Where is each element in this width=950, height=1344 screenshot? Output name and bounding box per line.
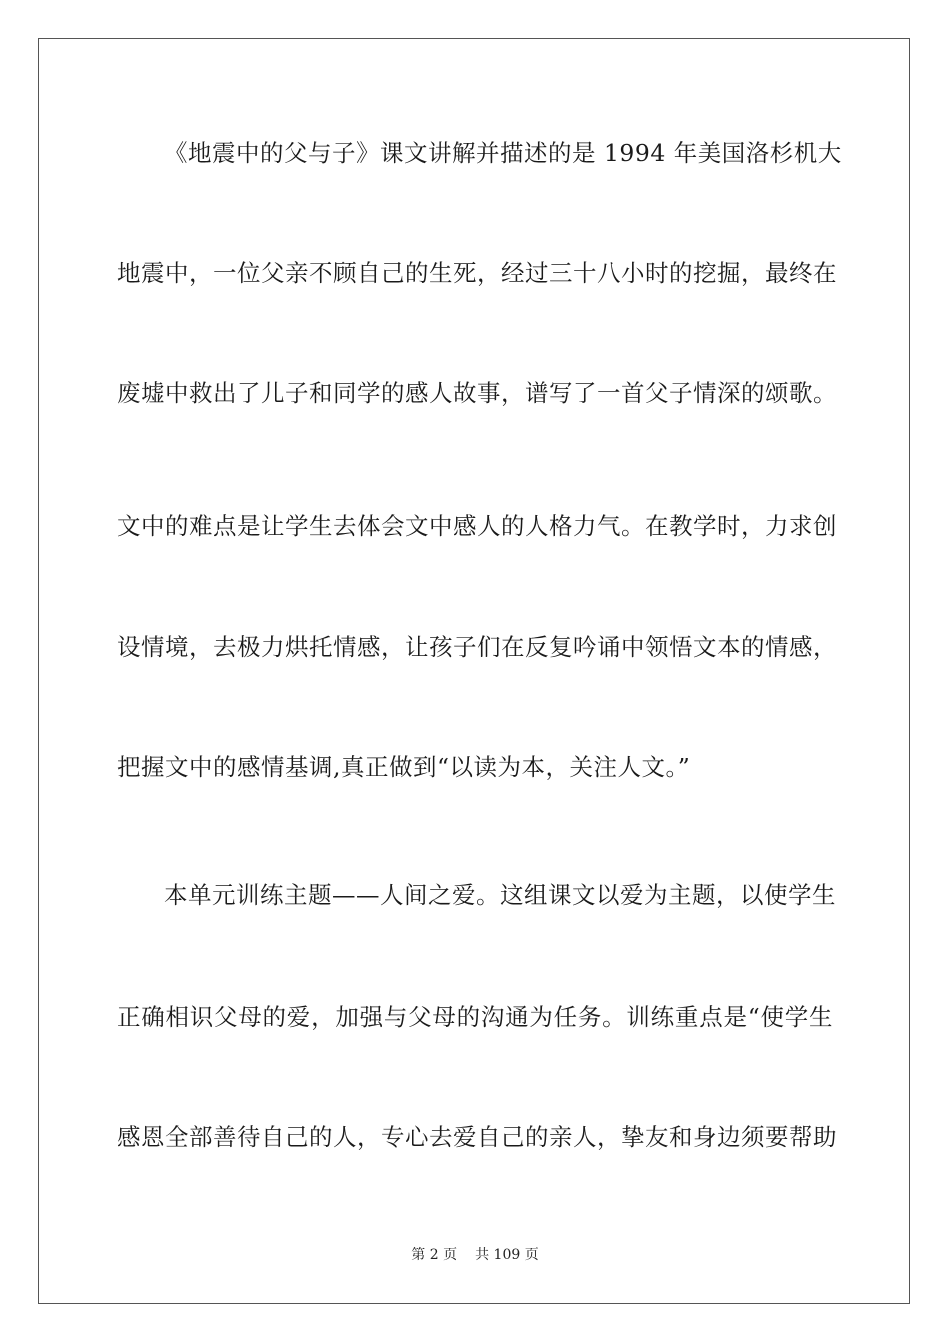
paragraph-1-line-4: 文中的难点是让学生去体会文中感人的人格力气。在教学时，力求创 (117, 512, 837, 540)
page-total: 共 109 页 (475, 1247, 539, 1263)
paragraph-2-line-3: 感恩全部善待自己的人，专心去爱自己的亲人，挚友和身边须要帮助 (117, 1123, 837, 1151)
paragraph-1-line-2: 地震中，一位父亲不顾自己的生死，经过三十八小时的挖掘，最终在 (117, 259, 837, 287)
page-border (38, 38, 910, 1304)
paragraph-1-line-1: 《地震中的父与子》课文讲解并描述的是 1994 年美国洛杉机大 (164, 139, 842, 167)
paragraph-1-line-6: 把握文中的感情基调,真正做到“以读为本，关注人文。” (117, 753, 691, 781)
page-number: 第 2 页 (411, 1247, 458, 1263)
paragraph-1-line-5: 设情境，去极力烘托情感，让孩子们在反复吟诵中领悟文本的情感， (117, 633, 837, 661)
paragraph-2-line-2: 正确相识父母的爱，加强与父母的沟通为任务。训练重点是“使学生 (117, 1003, 833, 1031)
page-footer (0, 1246, 950, 1264)
paragraph-1-line-3: 废墟中救出了儿子和同学的感人故事，谱写了一首父子情深的颂歌。 (117, 379, 837, 407)
paragraph-2-line-1: 本单元训练主题——人间之爱。这组课文以爱为主题，以使学生 (164, 881, 836, 909)
